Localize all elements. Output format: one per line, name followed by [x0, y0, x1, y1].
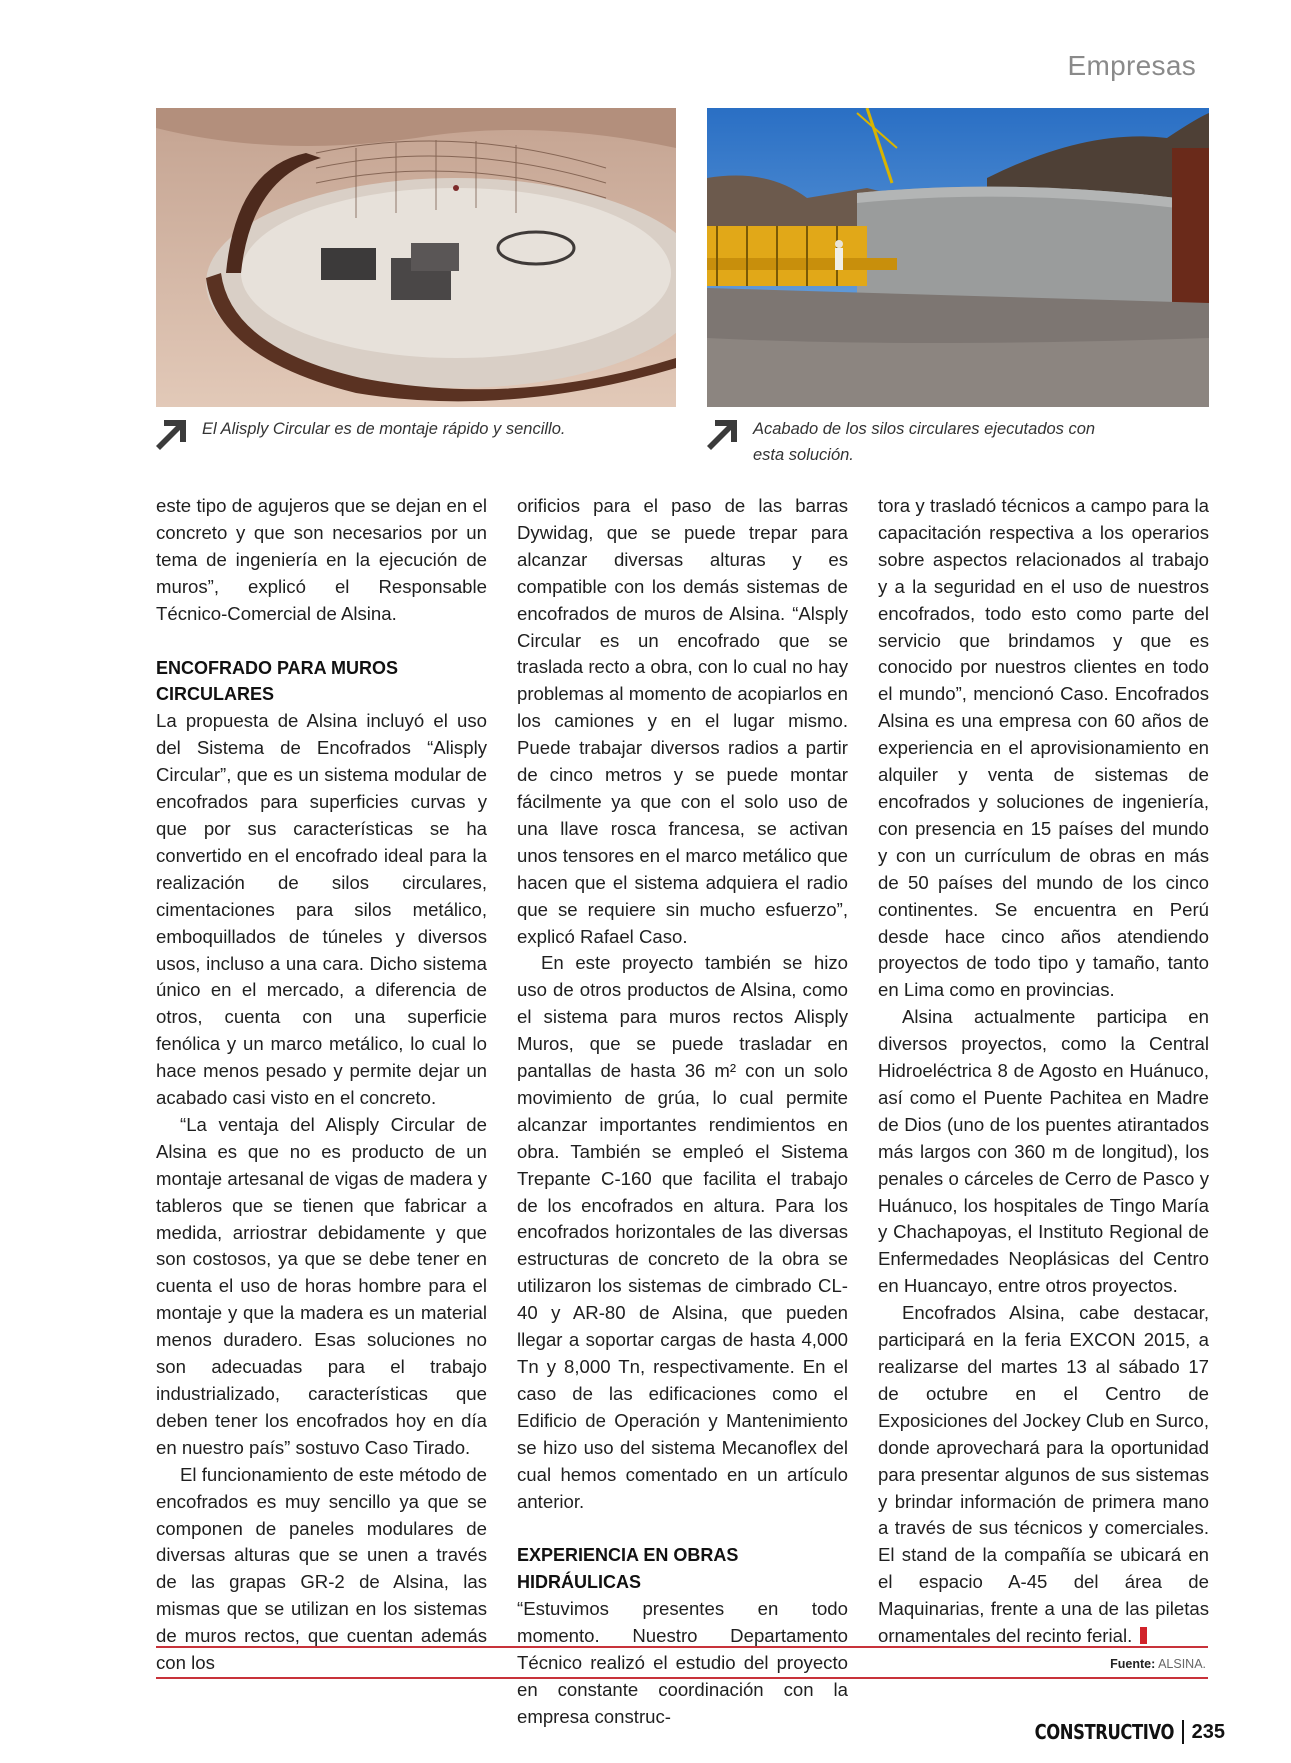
magazine-name: CONSTRUCTIVO: [1034, 1720, 1174, 1744]
paragraph-text: tora y trasladó técnicos a campo para la capacitación respectiva a los operarios sobre aspectos relacionados al trabajo y a la seguridad en el uso de nuestros encofrados, todo esto como parte del servicio que brindamos y que es conocido por nuestros clientes en todo el mundo”, mencionó Caso. Encofrados Alsina es una empresa con 60 años de experiencia en el aprovisionamiento en alquiler y venta de sistemas de encofrados y soluciones de ingeniería, con presencia en 15 países del mundo y con un currículum de obras en más de 50 países del mundo de los cinco continentes. Se encuentra en Perú desde hace cinco años atendiendo proyectos de todo tipo y tamaño, tanto en Lima como en provincias.: [878, 495, 1209, 1001]
figure-caption-2: [707, 416, 1117, 468]
divider-line: [156, 1646, 1208, 1648]
body-paragraph: [156, 493, 487, 628]
body-paragraph: [156, 1462, 487, 1677]
footer-separator: [1182, 1720, 1184, 1744]
page-footer: [1004, 1720, 1225, 1744]
end-of-article-marker: [1140, 1627, 1147, 1644]
paragraph-text: Alsina actualmente participa en diversos proyectos, como la Central Hidroeléctrica 8 de Agosto en Huánuco, así como el Puente Pachitea en Madre de Dios (uno de los puentes atirantados más largos con 360 m de longitud), los penales o cárceles de Cerro de Pasco y Huánuco, los hospitales de Tingo María y Chachapoyas, el Instituto Regional de Enfermedades Neoplásicas del Centro en Huancayo, entre otros proyectos.: [878, 1006, 1209, 1297]
source-label: Fuente:: [1110, 1657, 1156, 1671]
body-paragraph: [156, 1112, 487, 1462]
paragraph-text: “La ventaja del Alisply Circular de Alsina es que no es producto de un montaje artesanal de vigas de madera y tableros que se tienen que fabricar a medida, arriostrar debidamente y que son costosos, ya que se debe tener en cuenta el uso de horas hombre para el montaje y que la madera es un material menos duradero. Esas soluciones no son adecuadas para el trabajo industrializado, características que deben tener los encofrados hoy en día en nuestro país” sostuvo Caso Tirado.: [156, 1113, 487, 1458]
body-paragraph: [878, 1004, 1209, 1300]
body-paragraph: [878, 493, 1209, 1004]
page-number: 235: [1191, 1720, 1225, 1743]
heading-text: ENCOFRADO PARA MUROS CIRCULARES: [156, 657, 398, 705]
paragraph-text: Encofrados Alsina, cabe destacar, participará en la feria EXCON 2015, a realizarse del martes 13 al sábado 17 de octubre en el Centro de Exposiciones del Jockey Club en Surco, donde aprovechará para la oportunidad para presentar algunos de sus sistemas y brindar información de primera mano a través de sus técnicos y comerciales. El stand de la compañía se ubicará en el espacio A-45 del área de Maquinarias, frente a una de las piletas ornamentales del recinto ferial.: [878, 1302, 1209, 1647]
paragraph-text: “Estuvimos presentes en todo momento. Nuestro Departamento Técnico realizó el estudio del proyecto en constante coordinación con la empresa construc-: [517, 1598, 848, 1727]
figure-caption-1: [156, 416, 676, 450]
paragraph-spacer: [517, 1515, 848, 1542]
body-paragraph: [517, 493, 848, 950]
paragraph-text: En este proyecto también se hizo uso de otros productos de Alsina, como el sistema para muros rectos Alisply Muros, que se puede trasladar en pantallas de hasta 36 m² con un solo movimiento de grúa, lo cual permite alcanzar importantes rendimientos en obra. También se empleó el Sistema Trepante C-160 que facilita el trabajo de los encofrados en altura. Para los encofrados horizontales de las diversas estructuras de concreto de la obra se utilizaron los sistemas de cimbrado CL-40 y AR-80 de Alsina, que pueden llegar a soportar cargas de hasta 4,000 Tn y 8,000 Tn, respectivamente. En el caso de las edificaciones como el Edificio de Operación y Mantenimiento se hizo uso del sistema Mecanoflex del cual hemos comentado en un artículo anterior.: [517, 952, 848, 1512]
paragraph-text: La propuesta de Alsina incluyó el uso del Sistema de Encofrados “Alisply Circular”, que es un sistema modular de encofrados para superficies curvas y que por sus características se ha convertido en el encofrado ideal para la realización de silos circulares, cimentaciones para silos metálico, emboquillados de túneles y diversos usos, incluso a una cara. Dicho sistema único en el mercado, a diferencia de otros, cuenta con una superficie fenólica y un marco metálico, lo cual lo hace menos pesado y permite dejar un acabado casi visto en el concreto.: [156, 710, 487, 1109]
paragraph-spacer: [156, 628, 487, 655]
photo-circular-formwork: [156, 108, 676, 407]
body-paragraph: [517, 950, 848, 1515]
body-paragraph: [156, 708, 487, 1112]
paragraph-text: orificios para el paso de las barras Dywidag, que se puede trepar para alcanzar diversas alturas y es compatible con los demás sistemas de encofrados de muros de Alsina. “Alsply Circular es un encofrado que se traslada recto a obra, con lo cual no hay problemas al momento de acopiarlos en los camiones y en el lugar mismo. Puede trabajar diversos radios a partir de cinco metros y se puede montar fácilmente ya que con el solo uso de una llave rosca francesa, se activan unos tensores en el marco metálico que hacen que el sistema adquiera el radio que se requiere sin mucho esfuerzo”, explicó Rafael Caso.: [517, 495, 848, 947]
article-column-2: [517, 493, 848, 1731]
caption-text: Acabado de los silos circulares ejecutados con esta solución.: [753, 420, 1096, 464]
heading-text: EXPERIENCIA EN OBRAS HIDRÁULICAS: [517, 1545, 739, 1593]
source-credit: [1110, 1657, 1206, 1671]
section-heading: [156, 655, 487, 709]
arrow-up-right-icon: [156, 416, 190, 450]
divider-line: [156, 1677, 1208, 1679]
article-column-3: [878, 493, 1209, 1650]
paragraph-text: El funcionamiento de este método de encofrados es muy sencillo ya que se componen de paneles modulares de diversas alturas que se unen a través de las grapas GR-2 de Alsina, las mismas que se utilizan en los sistemas de muros rectos, que cuentan además con los: [156, 1463, 487, 1674]
section-label: Empresas: [1067, 50, 1196, 81]
caption-text: El Alisply Circular es de montaje rápido y sencillo.: [202, 420, 566, 438]
source-value: ALSINA.: [1158, 1657, 1206, 1671]
article-column-1: [156, 493, 487, 1677]
body-paragraph: [878, 1300, 1209, 1650]
section-heading: [517, 1542, 848, 1596]
paragraph-text: este tipo de agujeros que se dejan en el concreto y que son necesarios por un tema de ingeniería en la ejecución de muros”, explicó el Responsable Técnico-Comercial de Alsina.: [156, 495, 487, 624]
arrow-up-right-icon: [707, 416, 741, 450]
body-paragraph: [517, 1596, 848, 1731]
photo-finished-silo: [707, 108, 1209, 407]
